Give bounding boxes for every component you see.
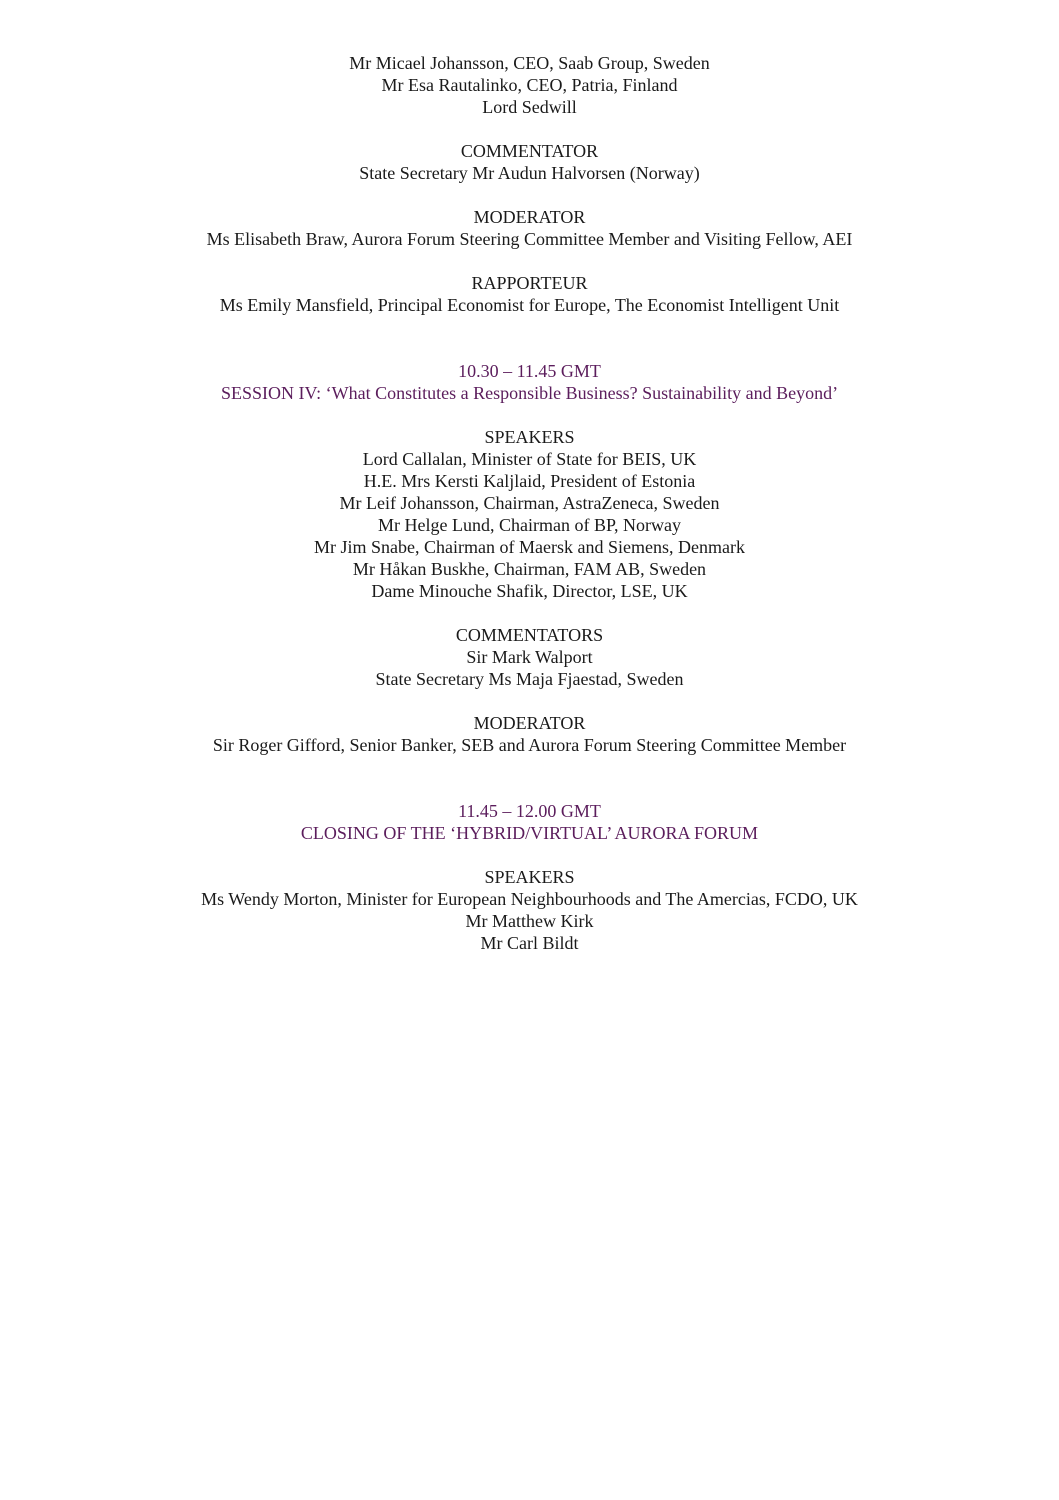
commentators-heading: COMMENTATORS xyxy=(455,625,604,645)
session3-speakers-list xyxy=(0,52,1059,118)
moderator: Sir Roger Gifford, Senior Banker, SEB and Aurora Forum Steering Committee Member xyxy=(212,735,847,755)
speaker: H.E. Mrs Kersti Kaljlaid, President of Estonia xyxy=(363,471,696,491)
commentator-heading: COMMENTATOR xyxy=(460,141,599,161)
speaker: Mr Micael Johansson, CEO, Saab Group, Sweden xyxy=(349,53,710,73)
speaker: Mr Carl Bildt xyxy=(480,933,579,953)
speaker: Dame Minouche Shafik, Director, LSE, UK xyxy=(371,581,688,601)
speaker: Mr Esa Rautalinko, CEO, Patria, Finland xyxy=(381,75,678,95)
session4-speakers-list xyxy=(0,448,1059,602)
speaker: Mr Jim Snabe, Chairman of Maersk and Siemens, Denmark xyxy=(314,537,745,557)
speaker: Mr Leif Johansson, Chairman, AstraZeneca, Sweden xyxy=(339,493,720,513)
agenda-page xyxy=(0,52,1059,954)
commentator: State Secretary Ms Maja Fjaestad, Sweden xyxy=(375,669,684,689)
closing-title: CLOSING OF THE ‘HYBRID/VIRTUAL’ AURORA FORUM xyxy=(300,823,759,843)
speaker: Lord Callalan, Minister of State for BEIS, UK xyxy=(362,449,697,469)
speaker: Mr Helge Lund, Chairman of BP, Norway xyxy=(378,515,681,535)
commentator: Sir Mark Walport xyxy=(466,647,593,667)
speakers-heading: SPEAKERS xyxy=(484,867,575,887)
speaker: Mr Håkan Buskhe, Chairman, FAM AB, Sweden xyxy=(352,559,707,579)
rapporteur: Ms Emily Mansfield, Principal Economist for Europe, The Economist Intelligent Unit xyxy=(219,295,840,315)
speakers-heading: SPEAKERS xyxy=(484,427,575,447)
commentator: State Secretary Mr Audun Halvorsen (Norway) xyxy=(359,163,700,183)
moderator-heading: MODERATOR xyxy=(473,207,586,227)
speaker: Lord Sedwill xyxy=(482,97,577,117)
closing-time: 11.45 – 12.00 GMT xyxy=(458,801,601,821)
rapporteur-heading: RAPPORTEUR xyxy=(471,273,588,293)
session4-title: SESSION IV: ‘What Constitutes a Responsible Business? Sustainability and Beyond’ xyxy=(220,383,839,403)
moderator: Ms Elisabeth Braw, Aurora Forum Steering Committee Member and Visiting Fellow, AEI xyxy=(206,229,853,249)
session4-time: 10.30 – 11.45 GMT xyxy=(458,361,601,381)
speaker: Mr Matthew Kirk xyxy=(465,911,594,931)
moderator-heading: MODERATOR xyxy=(473,713,586,733)
speaker: Ms Wendy Morton, Minister for European Neighbourhoods and The Amercias, FCDO, UK xyxy=(201,889,858,909)
closing-speakers-list xyxy=(0,888,1059,954)
